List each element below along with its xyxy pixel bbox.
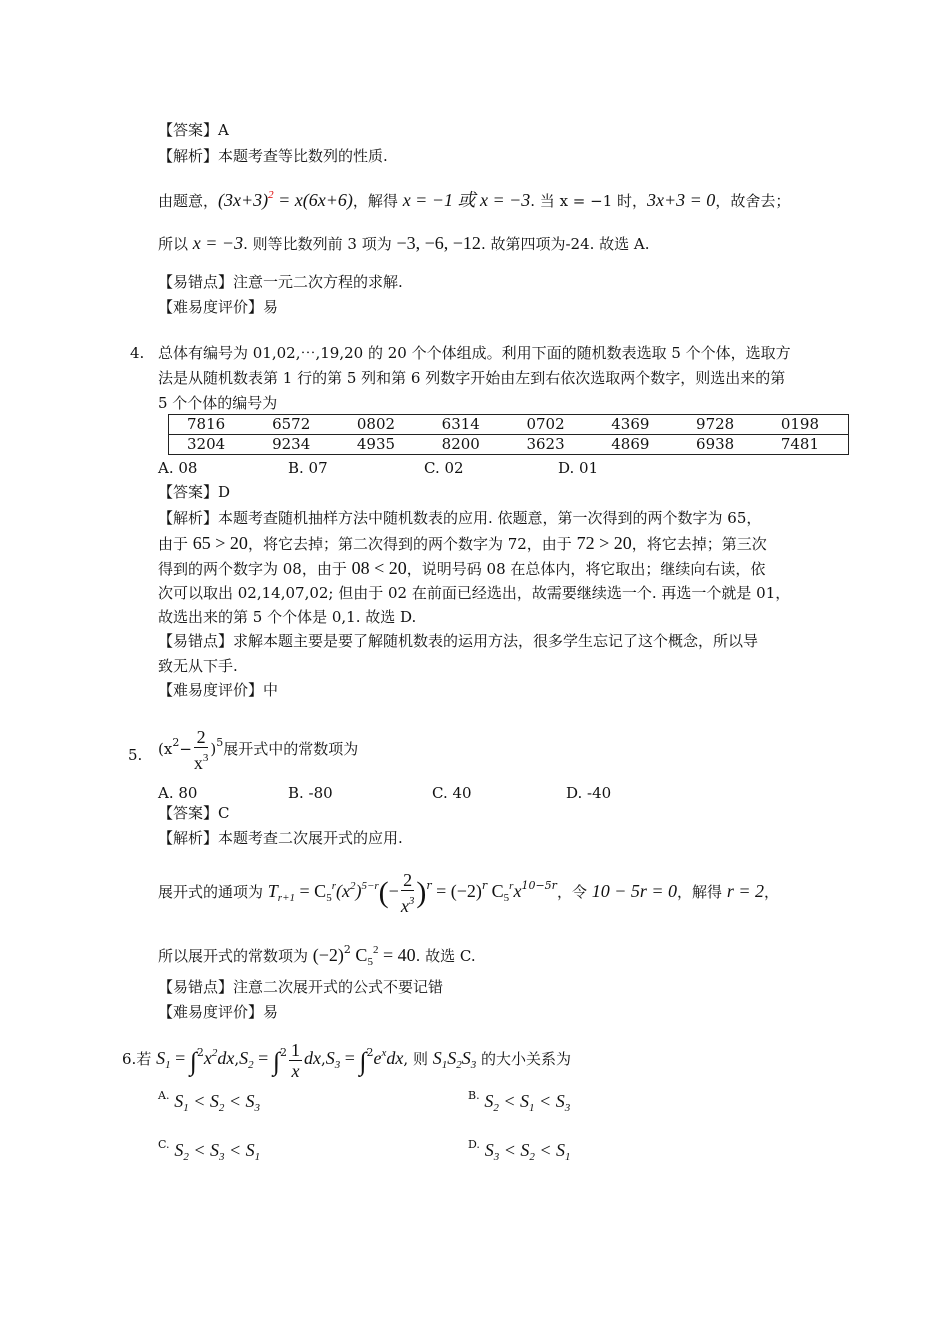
q5-answer: 【答案】C	[158, 804, 230, 822]
q4-analysis-line2: 由于 65 > 20，将它去掉；第二次得到的两个数字为 72，由于 72 > 20，将它去掉；第三次	[158, 533, 767, 553]
table-cell: 9728	[678, 415, 763, 435]
q5-pitfall: 【易错点】注意二次展开式的公式不要记错	[158, 978, 444, 996]
table-cell: 6572	[254, 415, 339, 435]
q6-option-c: $^{C.}$ $S_2 < S_3 < S_1$	[158, 1138, 261, 1163]
q4-analysis-line5: 故选出来的第 5 个个体是 0,1. 故选 D.	[158, 608, 417, 626]
q4-ineq-72: 72 > 20	[576, 533, 632, 553]
q5-option-b: B. -80	[288, 784, 333, 802]
table-cell: 3204	[169, 435, 255, 455]
q4-analysis-line3: 得到的两个数字为 08，由于 08 < 20，说明号码 08 在总体内，将它取出；继续向右读，依	[158, 558, 766, 578]
q6-stem: 6.若 $S_1 = \int^2x^2dx,S_2 = \int^2$ $\frac{1}{x}$ $dx,S_3 = \int^2e^xdx$, 则 $S_1S_2S_3$ 的大小关系为	[122, 1039, 571, 1081]
q5-fraction: $\frac{2}{x^3}$	[193, 727, 209, 773]
table-cell: 9234	[254, 435, 339, 455]
q4-answer: 【答案】D	[158, 483, 231, 501]
table-cell: 3623	[508, 435, 593, 455]
table-cell: 6938	[678, 435, 763, 455]
q6-option-a: $^{A.}$ $S_1 < S_2 < S_3$	[158, 1089, 261, 1114]
q4-option-a: A. 08	[158, 459, 198, 477]
q3-pitfall: 【易错点】注意一元二次方程的求解.	[158, 273, 403, 291]
q4-pitfall-line1: 【易错点】求解本题主要是要了解随机数表的运用方法，很多学生忘记了这个概念，所以导	[158, 632, 759, 650]
q5-solution-line1: 展开式的通项为 $T_{r+1} = C_5^r(x^2)^{5-r}(-$ $\frac{2}{x^3}$ )$^r = (-2)^r$ $C_5^rx^{10-5r}$，令 10 − 5r = 0，解得 r = 2，	[158, 870, 779, 916]
q5-option-c: C. 40	[432, 784, 472, 802]
q3-x-value: x = −3	[192, 233, 244, 253]
table-cell: 7481	[763, 435, 849, 455]
q6-fraction: $\frac{1}{x}$	[290, 1039, 300, 1081]
table-cell: 4369	[593, 415, 678, 435]
q4-analysis-line1: 【解析】本题考查随机抽样方法中随机数表的应用. 依题意，第一次得到的两个数字为 65，	[158, 509, 762, 527]
q4-ineq-65: 65 > 20	[192, 533, 248, 553]
table-row	[169, 435, 849, 455]
q5-number: 5.	[128, 746, 143, 764]
q3-solution-line2	[158, 230, 650, 257]
table-cell: 7816	[169, 415, 255, 435]
q6-option-d-text: $S_3 < S_2 < S_1$	[484, 1140, 571, 1163]
q4-stem-line2: 法是从随机数表第 1 行的第 5 列和第 6 列数字开始由左到右依次选取两个数字，则选出来的第	[158, 369, 786, 387]
q3-sol1-prefix: 由题意，	[158, 192, 219, 210]
q6-option-d: $^{D.}$ $S_3 < S_2 < S_1$	[468, 1138, 571, 1163]
q3-sol1-when: . 当 x = −1 时，	[530, 192, 648, 210]
q3-eq-right: = x(6x+6)	[273, 190, 353, 210]
q4-ineq-08: 08 < 20	[351, 558, 407, 578]
q3-eq-exponent: 2	[268, 189, 274, 201]
q3-difficulty: 【难易度评价】易	[158, 298, 279, 316]
q6-option-a-text: $S_1 < S_2 < S_3$	[174, 1091, 261, 1114]
q3-zero-eq: 3x+3 = 0	[647, 190, 716, 210]
q6-option-c-text: $S_2 < S_3 < S_1$	[174, 1140, 261, 1163]
q3-analysis: 【解析】本题考查等比数列的性质.	[158, 147, 388, 165]
q4-analysis-line4: 次可以取出 02,14,07,02; 但由于 02 在前面已经选出，故需要继续选一个. 再选一个就是 01，	[158, 584, 791, 602]
table-cell: 0198	[763, 415, 849, 435]
q5-difficulty: 【难易度评价】易	[158, 1003, 279, 1021]
q6-option-b-text: $S_2 < S_1 < S_3$	[484, 1091, 571, 1114]
table-cell: 4869	[593, 435, 678, 455]
q4-difficulty: 【难易度评价】中	[158, 681, 279, 699]
table-cell: 6314	[424, 415, 509, 435]
q5-stem: ($x^2-$ $\frac{2}{x^3}$ )$^5$展开式中的常数项为	[158, 727, 359, 773]
integral-sign: ∫	[189, 1047, 197, 1076]
table-cell: 0702	[508, 415, 593, 435]
q3-answer: 【答案】A	[158, 121, 229, 139]
q3-eq-left: $(3x+3)^2$	[218, 189, 274, 210]
q3-sol2-prefix: 所以	[158, 235, 193, 253]
q4-stem-line1: 总体有编号为 01,02,⋯,19,20 的 20 个个体组成。利用下面的随机数表选取 5 个个体，选取方	[158, 344, 791, 362]
q5-analysis: 【解析】本题考查二次展开式的应用.	[158, 829, 403, 847]
q5-solution-line2: 所以展开式的常数项为 $(-2)^2$ $C_5^2 = 40$. 故选 C.	[158, 943, 476, 968]
q4-stem-line3: 5 个个体的编号为	[158, 394, 278, 412]
random-number-table	[168, 414, 849, 455]
table-cell: 4935	[339, 435, 424, 455]
q6-option-b: $^{B.}$ $S_2 < S_1 < S_3$	[468, 1089, 571, 1114]
q4-option-c: C. 02	[424, 459, 464, 477]
q3-sol1-end: ，故舍去；	[715, 192, 791, 210]
q5-option-a: A. 80	[158, 784, 198, 802]
q4-option-b: B. 07	[288, 459, 328, 477]
q3-sol1-mid: ，解得	[352, 192, 403, 210]
q3-sol2-mid: . 则等比数列前 3 项为	[243, 235, 397, 253]
integral-sign: ∫	[359, 1047, 367, 1076]
table-cell: 8200	[424, 435, 509, 455]
q4-pitfall-line2: 致无从下手.	[158, 657, 238, 675]
q4-option-d: D. 01	[558, 459, 599, 477]
q3-roots: x = −1 或 x = −3	[402, 190, 531, 210]
table-row	[169, 415, 849, 435]
q3-solution-line1	[158, 181, 790, 215]
q3-sol2-end: . 故第四项为-24. 故选 A.	[480, 235, 650, 253]
table-cell: 0802	[339, 415, 424, 435]
q4-number: 4.	[130, 344, 145, 362]
q5-option-d: D. -40	[566, 784, 612, 802]
q5-sol-fraction: $\frac{2}{x^3}$	[400, 870, 415, 916]
q3-terms: −3, −6, −12	[396, 233, 481, 253]
integral-sign: ∫	[272, 1047, 280, 1076]
